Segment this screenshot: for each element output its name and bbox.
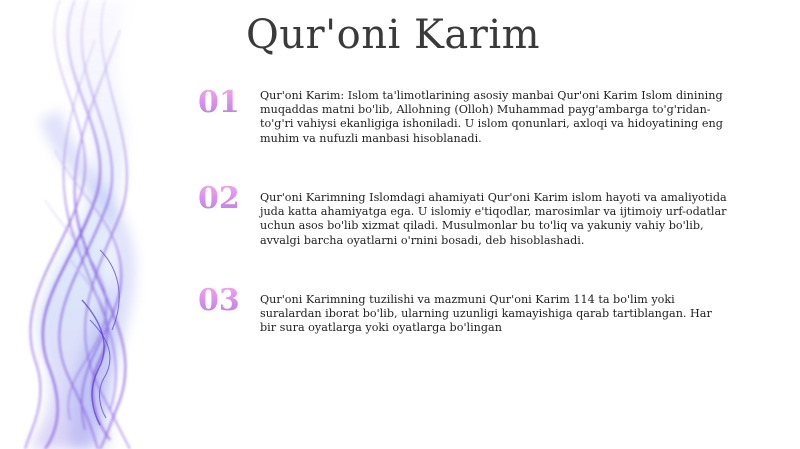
item-text: Qur'oni Karimning Islomdagi ahamiyati Qur'oni Karim islom hayoti va amaliyotida juda katta ahamiyatga ega. U islomiy e'tiqodlar, marosimlar va ijtimoiy urf-odatlar uchun asos bo'lib xizmat qiladi. Musulmonlar bu to'liq va yakuniy vahiy bo'lib, avvalgi barcha oyatlarni o'rnini bosadi, deb hisoblashadi. [260, 191, 727, 247]
item-text: Qur'oni Karim: Islom ta'limotlarining asosiy manbai Qur'oni Karim Islom dinining muqaddas matni bo'lib, Allohning (Olloh) Muhammad payg'ambarga to'g'ridan-to'g'ri vahiysi ekanligiga ishoniladi. U islom qonunlari, axloqi va hidoyatining eng muhim va nufuzli manbasi hisoblanadi. [260, 89, 723, 145]
item-number: 03 [198, 286, 242, 316]
page-title: Qur'oni Karim [246, 12, 541, 58]
item-number: 01 [198, 88, 242, 118]
purple-smoke-decoration [0, 0, 200, 449]
item-text: Qur'oni Karimning tuzilishi va mazmuni Qur'oni Karim 114 ta bo'lim yoki suralardan iborat bo'lib, ularning uzunligi kamayishiga qarab tartiblangan. Har bir sura oyatlarga yoki oyatlarga bo'lingan [260, 293, 712, 335]
item-number: 02 [198, 184, 242, 214]
